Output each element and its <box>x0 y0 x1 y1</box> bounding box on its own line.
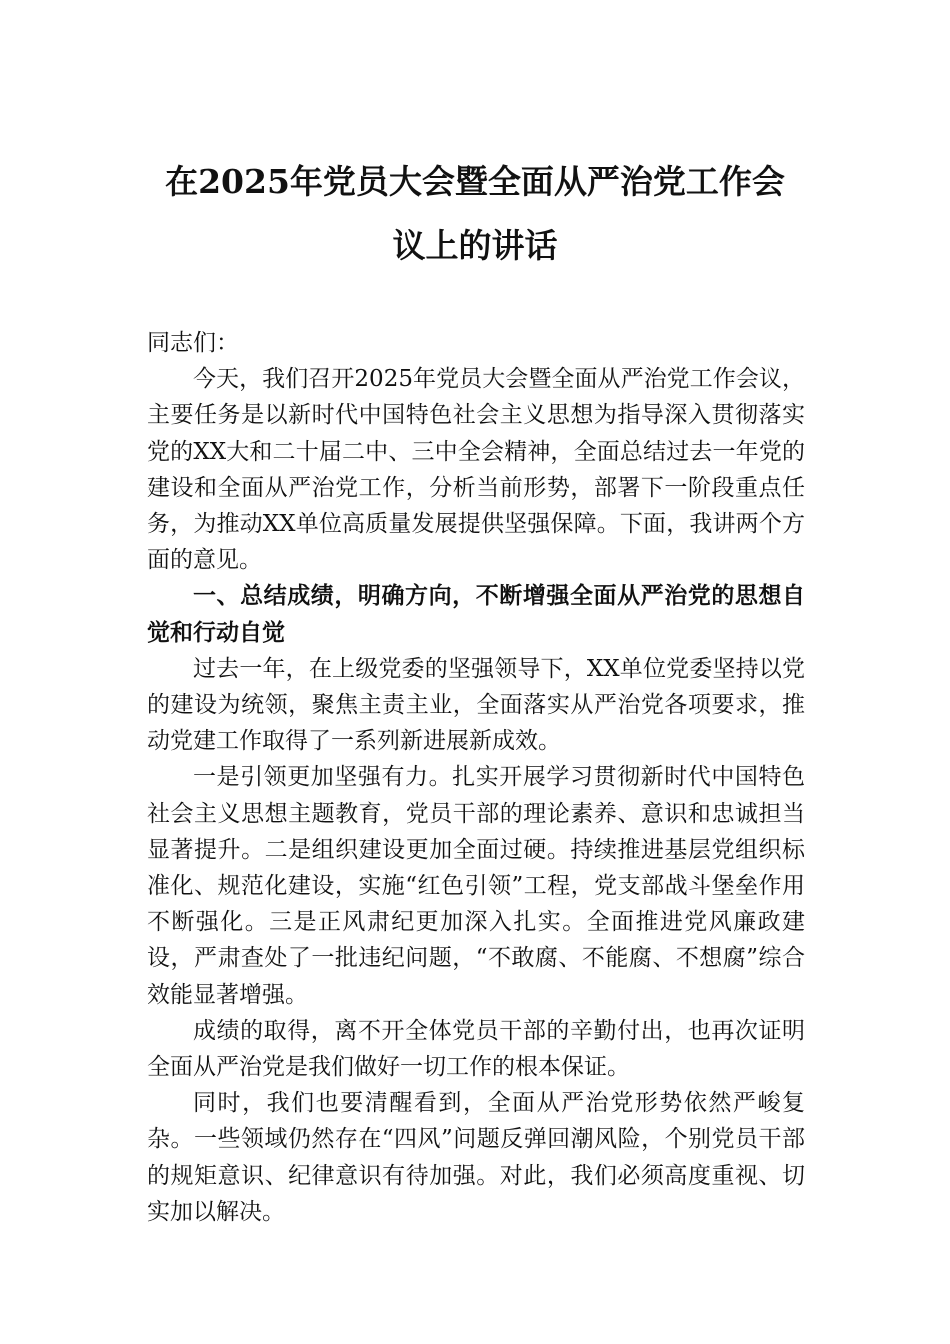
paragraph-achievements: 一是引领更加坚强有力。扎实开展学习贯彻新时代中国特色社会主义思想主题教育，党员干部的理论素养、意识和忠诚担当显著提升。二是组织建设更加全面过硬。持续推进基层党组织标准化、规范化建设，实施“红色引领”工程，党支部战斗堡垒作用不断强化。三是正风肃纪更加深入扎实。全面推进党风廉政建设，严肃查处了一批违纪问题，“不敢腐、不能腐、不想腐”综合效能显著增强。 <box>147 764 805 1008</box>
title-line-1: 在2025年党员大会暨全面从严治党工作会 <box>165 162 785 201</box>
salutation: 同志们： <box>147 330 239 356</box>
paragraph-challenges: 同时，我们也要清醒看到，全面从严治党形势依然严峻复杂。一些领域仍然存在“四风”问题反弹回潮风险，个别党员干部的规矩意识、纪律意识有待加强。对此，我们必须高度重视、切实加以解决。 <box>147 1090 805 1225</box>
section-heading-1: 一、总结成绩，明确方向，不断增强全面从严治党的思想自觉和行动自觉 <box>147 583 805 646</box>
title-line-2: 议上的讲话 <box>392 226 558 265</box>
paragraph-past-year: 过去一年，在上级党委的坚强领导下，XX单位党委坚持以党的建设为统领，聚焦主责主业，全面落实从严治党各项要求，推动党建工作取得了一系列新进展新成效。 <box>147 655 805 755</box>
paragraph-credit: 成绩的取得，离不开全体党员干部的辛勤付出，也再次证明全面从严治党是我们做好一切工作的根本保证。 <box>147 1017 805 1081</box>
document-body <box>147 325 805 1230</box>
document-title <box>140 150 810 278</box>
paragraph-intro: 今天，我们召开2025年党员大会暨全面从严治党工作会议，主要任务是以新时代中国特色社会主义思想为指导深入贯彻落实党的XX大和二十届二中、三中全会精神，全面总结过去一年党的建设和全面从严治党工作，分析当前形势，部署下一阶段重点任务，为推动XX单位高质量发展提供坚强保障。下面，我讲两个方面的意见。 <box>147 366 805 574</box>
